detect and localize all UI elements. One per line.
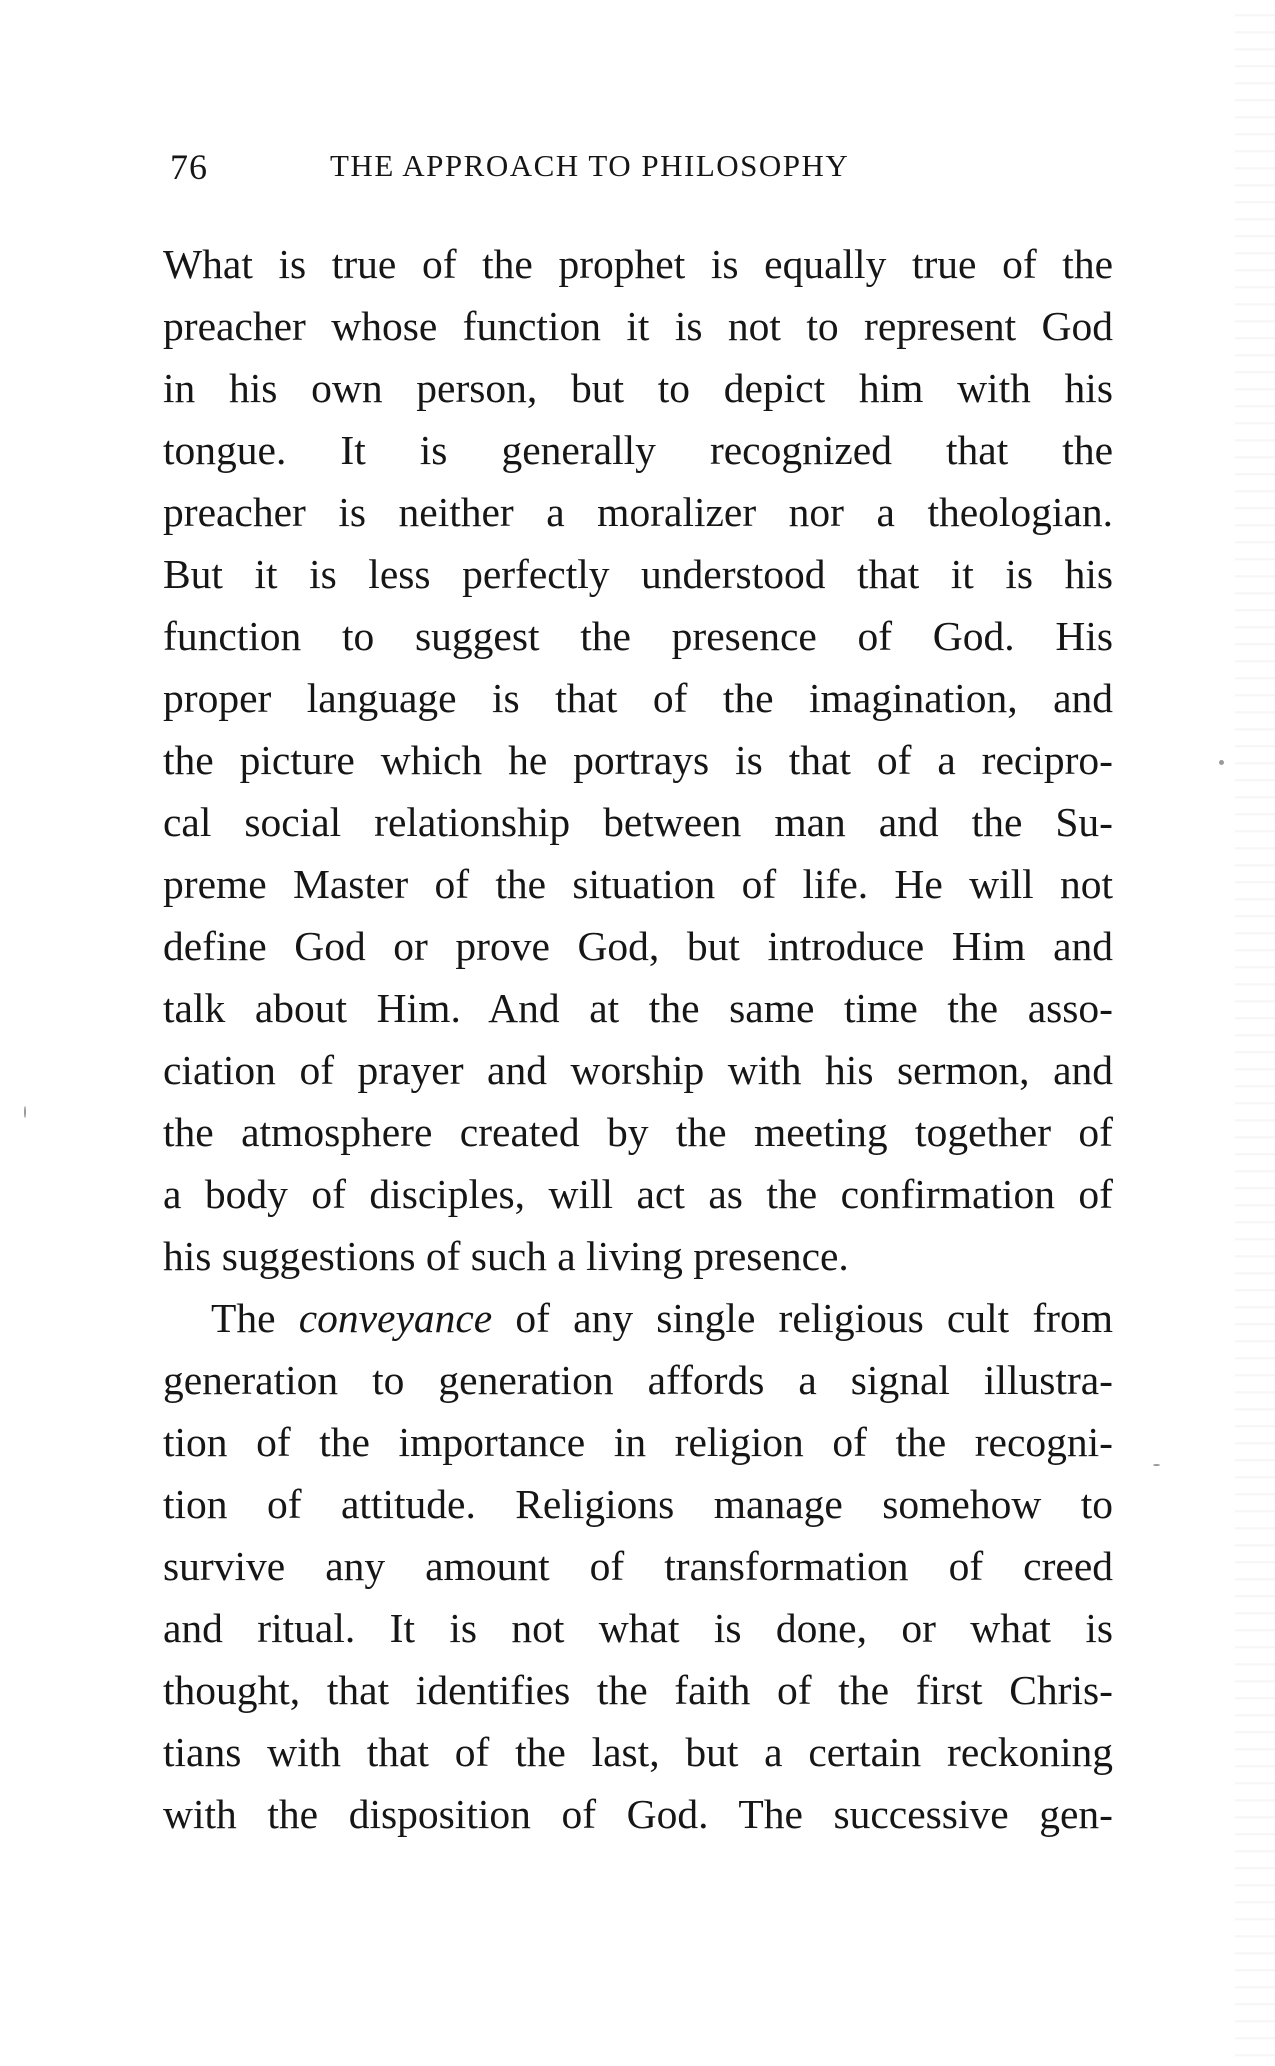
paragraph-1-line: his suggestions of such a living presence. xyxy=(163,1233,849,1279)
paragraph-2-line: generation to generation affords a signal illustra- xyxy=(163,1357,1113,1403)
running-title: THE APPROACH TO PHILOSOPHY xyxy=(330,148,850,183)
paragraph-1-line: a body of disciples, will act as the confirmation of xyxy=(163,1171,1113,1217)
paragraph-2-lead-rest: of any single religious cult from xyxy=(492,1295,1114,1341)
scan-speck xyxy=(1219,760,1224,765)
paragraph-1-line: ciation of prayer and worship with his sermon, and xyxy=(163,1047,1113,1093)
paragraph-1-line: What is true of the prophet is equally true of the xyxy=(163,241,1113,287)
scan-speck xyxy=(1153,1464,1160,1466)
paragraph-2-lead: The xyxy=(211,1295,299,1341)
paragraph-1-line: the atmosphere created by the meeting together of xyxy=(163,1109,1113,1155)
paragraph-1-line: preacher is neither a moralizer nor a theologian. xyxy=(163,489,1113,535)
paragraph-1-line: preme Master of the situation of life. He will not xyxy=(163,861,1113,907)
paragraph-1-line: proper language is that of the imagination, and xyxy=(163,675,1113,721)
paragraph-1-line: tongue. It is generally recognized that the xyxy=(163,427,1113,473)
paragraph-1-line: in his own person, but to depict him with his xyxy=(163,365,1113,411)
paragraph-1-line: the picture which he portrays is that of a recipro- xyxy=(163,737,1113,783)
paragraph-2-line: tion of the importance in religion of the recogni- xyxy=(163,1419,1113,1465)
paragraph-2-line: thought, that identifies the faith of the first Chris- xyxy=(163,1667,1113,1713)
scan-speck xyxy=(24,1106,26,1118)
paragraph-1-line: But it is less perfectly understood that it is his xyxy=(163,551,1113,597)
paragraph-1-line: function to suggest the presence of God. His xyxy=(163,613,1113,659)
page-header xyxy=(170,138,970,188)
paragraph-2-line: and ritual. It is not what is done, or what is xyxy=(163,1605,1113,1651)
paragraph-2-first-line xyxy=(211,1287,1113,1349)
paragraph-1-line: cal social relationship between man and the Su- xyxy=(163,799,1113,845)
paragraph-2-line: tians with that of the last, but a certain reckoning xyxy=(163,1729,1113,1775)
paragraph-1-line: define God or prove God, but introduce Him and xyxy=(163,923,1113,969)
paragraph-2-line: survive any amount of transformation of creed xyxy=(163,1543,1113,1589)
paragraph-1-line: talk about Him. And at the same time the asso- xyxy=(163,985,1113,1031)
paragraph-2-line: with the disposition of God. The successive gen- xyxy=(163,1791,1113,1837)
scan-edge-noise xyxy=(1235,0,1275,2066)
paragraph-2-line: tion of attitude. Religions manage somehow to xyxy=(163,1481,1113,1527)
page-number: 76 xyxy=(170,147,208,187)
emphasized-word: conveyance xyxy=(298,1295,493,1341)
paragraph-1-line: preacher whose function it is not to represent God xyxy=(163,303,1113,349)
